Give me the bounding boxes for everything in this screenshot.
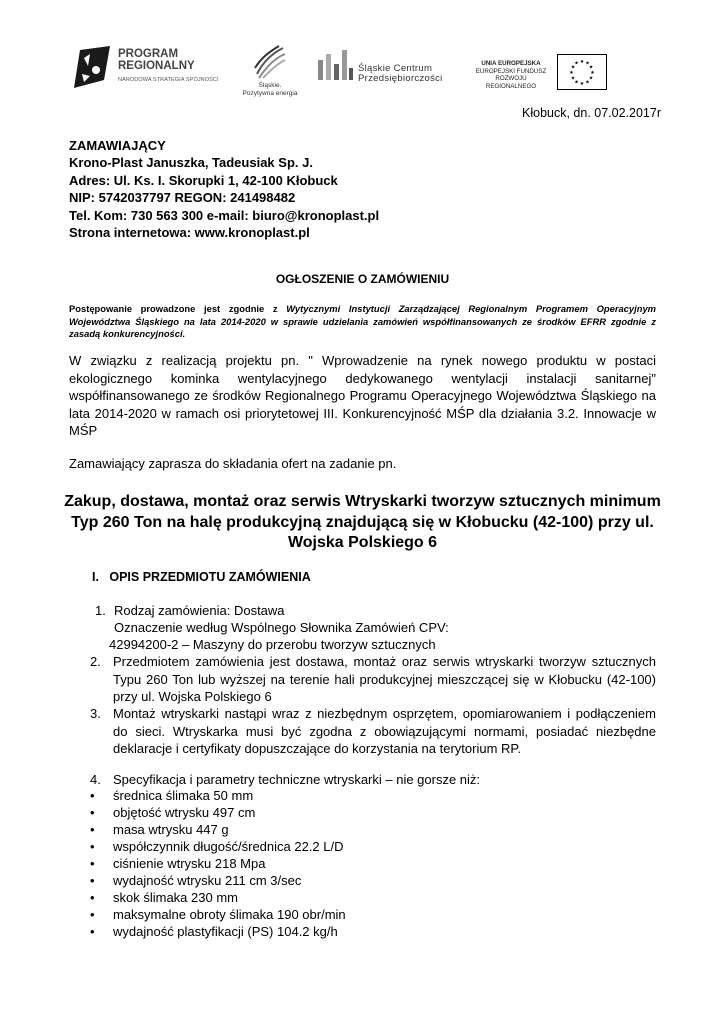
section-heading — [92, 570, 311, 584]
program-regionalny-logo-icon — [70, 44, 114, 92]
svg-text:★: ★ — [574, 60, 579, 67]
postepowanie-note — [69, 303, 656, 341]
company-contact: Tel. Kom: 730 563 300 e-mail: biuro@kronoplast.pl — [69, 207, 380, 223]
svg-text:★: ★ — [590, 70, 595, 76]
zamawiajacy-heading: ZAMAWIAJĄCY — [69, 138, 166, 153]
item-text: Oznaczenie według Wspólnego Słownika Zamówień CPV: — [114, 620, 449, 635]
bullet-icon: • — [90, 907, 95, 922]
ue-logo: UNIA EUROPEJSKA EUROPEJSKI FUNDUSZ ROZWOJU REGIONALNEGO — [475, 60, 547, 90]
item-text: Przedmiotem zamówienia jest dostawa, montaż oraz serwis wtryskarki tworzyw sztucznych Typu 260 Ton lub wyższej na terenie hali produkcyjnej mieszczącej się w Kłobucku (42-100) przy ul. Wojska Polskiego 6 — [113, 654, 656, 705]
bullet-icon: • — [90, 822, 95, 837]
bullet-icon: • — [90, 924, 95, 939]
section-number: I. — [92, 570, 99, 584]
ogloszenie-heading: OGŁOSZENIE O ZAMÓWIENIU — [275, 272, 450, 286]
centrum-logo-icon — [318, 50, 354, 82]
item-number: 2. — [90, 654, 101, 669]
spec-item: ciśnienie wtrysku 218 Mpa — [113, 856, 266, 871]
svg-text:★: ★ — [569, 70, 574, 76]
item-text: Specyfikacja i parametry techniczne wtryskarki – nie gorsze niż: — [113, 772, 481, 787]
postepowanie-italic: Wytycznymi Instytucji Zarządzającej Regionalnym Programem Operacyjnym Województwa Śląskiego na lata 2014-2020 w sprawie udzielania zamówień współfinansowanych ze środków EFRR zgodnie z zasadą konkurencyjności. — [69, 303, 656, 340]
svg-text:★: ★ — [574, 79, 579, 86]
bullet-icon: • — [90, 788, 95, 803]
svg-text:★: ★ — [588, 64, 594, 71]
spec-item: masa wtrysku 447 g — [113, 822, 229, 837]
spec-item: maksymalne obroty ślimaka 190 obr/min — [113, 907, 346, 922]
item-text: Montaż wtryskarki nastąpi wraz z niezbędnym osprzętem, opomiarowaniem i podłączeniem do sieci. Wtryskarka musi być zgodna z obowiązującymi normami, posiadać niezbędne deklaracje i certyfikaty dopuszczające do korzystania na terytorium RP. — [113, 706, 656, 757]
zamawiajacy-block — [69, 137, 379, 241]
program-regionalny-logo: PROGRAM REGIONALNY NARODOWA STRATEGIA SPÓJNOŚCI — [118, 48, 219, 83]
svg-text:★: ★ — [570, 75, 576, 82]
invite-text: Zamawiający zaprasza do składania ofert na zadanie pn. — [69, 456, 397, 471]
svg-text:★: ★ — [585, 79, 590, 86]
svg-text:★: ★ — [579, 59, 585, 65]
slaskie-logo: Śląskie. Pozytywna energia — [242, 82, 298, 97]
logo-bar — [0, 0, 725, 110]
item-number: 4. — [90, 772, 101, 787]
spec-item: średnica ślimaka 50 mm — [113, 788, 254, 803]
bullet-icon: • — [90, 873, 95, 888]
slaskie-logo-icon — [253, 44, 287, 80]
svg-text:★: ★ — [570, 64, 576, 71]
svg-text:★: ★ — [588, 75, 594, 82]
order-title: Zakup, dostawa, montaż oraz serwis Wtryskarki tworzyw sztucznych minimum Typ 260 Ton na halę produkcyjną znajdującą się w Kłobucku (42-100) przy ul. Wojska Polskiego 6 — [64, 493, 661, 551]
centrum-logo: Śląskie Centrum Przedsiębiorczości — [358, 63, 443, 84]
spec-item: współczynnik długość/średnica 22.2 L/D — [113, 839, 344, 854]
bullet-icon: • — [90, 890, 95, 905]
item-text: 42994200-2 – Maszyny do przerobu tworzyw sztucznych — [109, 637, 436, 652]
item-number: 1. — [95, 603, 106, 618]
company-website: Strona internetowa: www.kronoplast.pl — [69, 225, 310, 241]
spec-item: wydajność wtrysku 211 cm 3/sec — [113, 873, 302, 888]
eu-flag-icon — [557, 54, 607, 90]
spec-item: skok ślimaka 230 mm — [113, 890, 238, 905]
section-title: OPIS PRZEDMIOTU ZAMÓWIENIA — [109, 570, 311, 584]
company-address: Adres: Ul. Ks. I. Skorupki 1, 42-100 Kłobuck — [69, 172, 338, 188]
spec-item: objętość wtrysku 497 cm — [113, 805, 256, 820]
bullet-icon: • — [90, 856, 95, 871]
company-ids: NIP: 5742037797 REGON: 241498482 — [69, 190, 296, 206]
project-intro: W związku z realizacją projektu pn. " Wprowadzenie na rynek nowego produktu w postaci ekologicznego kominka wentylacyjnego dedykowanego wentylacji instalacji sanitarnej" współfinansowanego ze środków Regionalnego Programu Operacyjnego Województwa Śląskiego na lata 2014-2020 w ramach osi priorytetowej III. Konkurencyjność MŚP dla działania 3.2. Innowacje w MŚP — [69, 353, 656, 438]
bullet-icon: • — [90, 805, 95, 820]
document-date: Kłobuck, dn. 07.02.2017r — [522, 106, 661, 120]
company-name: Krono-Plast Januszka, Tadeusiak Sp. J. — [69, 155, 313, 171]
bullet-icon: • — [90, 839, 95, 854]
svg-text:★: ★ — [579, 81, 585, 87]
item-text: Rodzaj zamówienia: Dostawa — [114, 603, 285, 618]
item-number: 3. — [90, 706, 101, 721]
svg-text:★: ★ — [585, 60, 590, 67]
spec-item: wydajność plastyfikacji (PS) 104.2 kg/h — [113, 924, 338, 939]
postepowanie-prefix: Postępowanie prowadzone jest zgodnie z — [69, 303, 287, 314]
